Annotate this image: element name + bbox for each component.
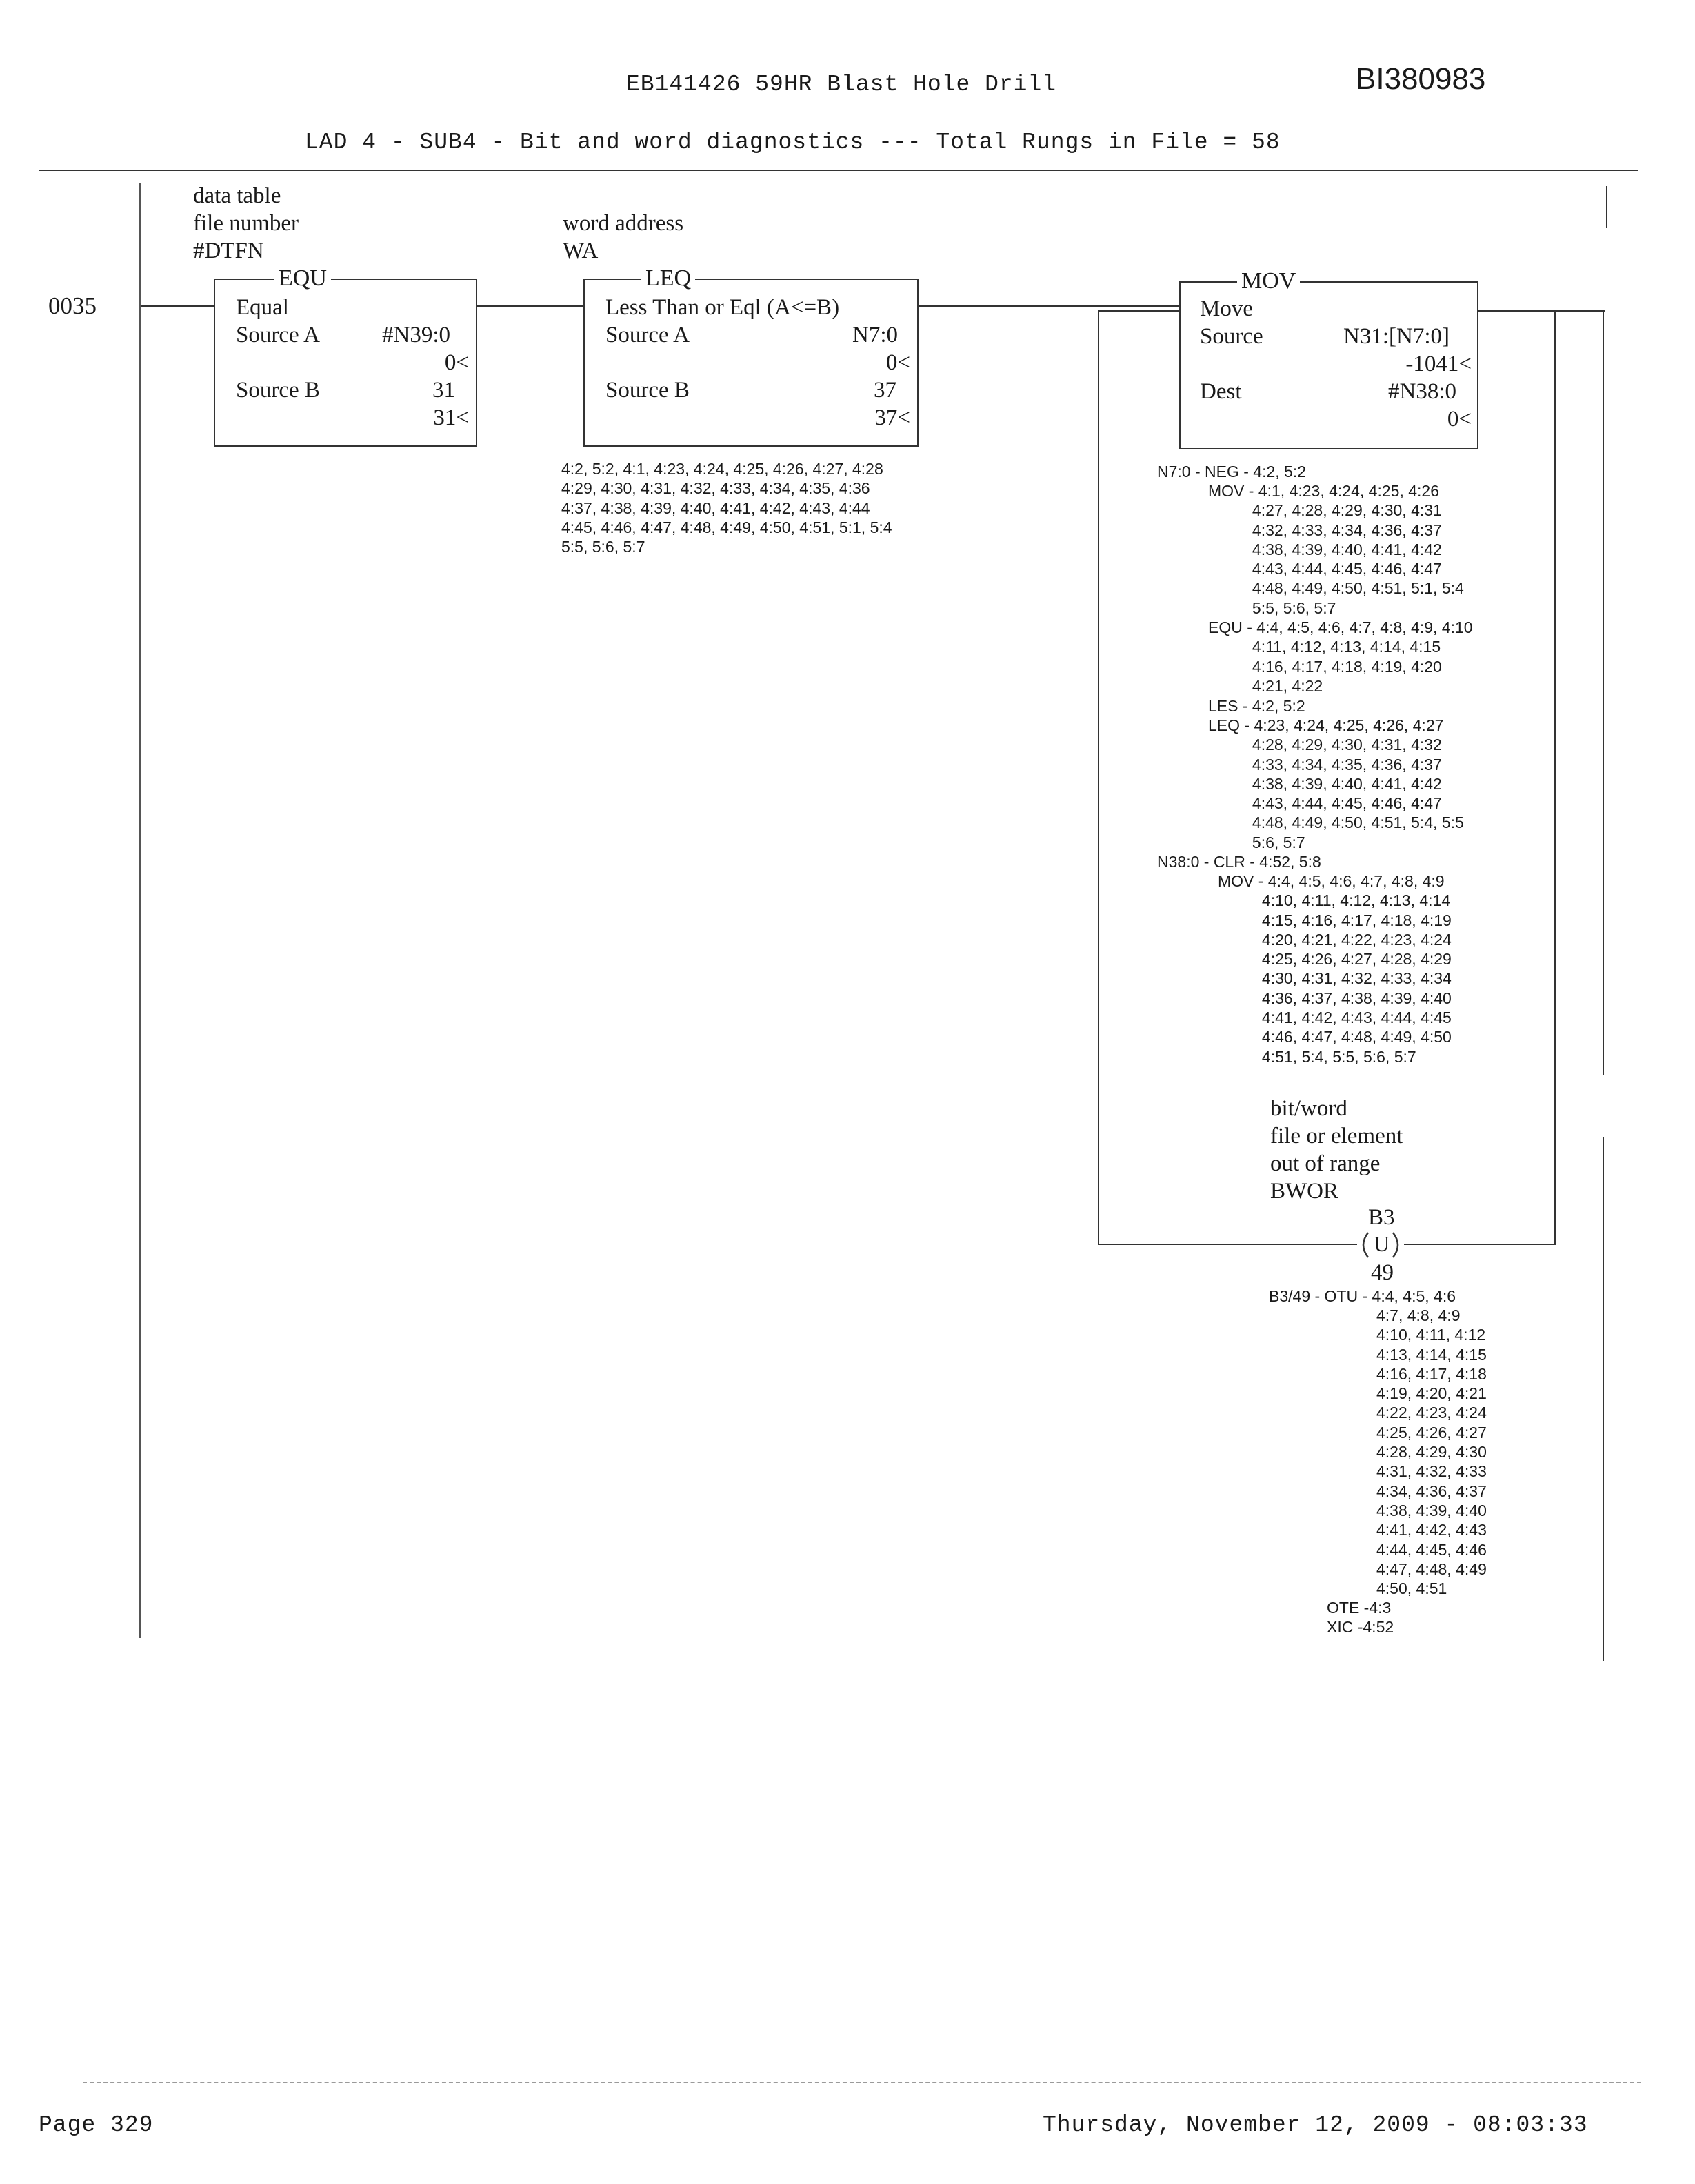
xref-b3-header: B3/49 - OTU - 4:4, 4:5, 4:6 bbox=[1269, 1287, 1456, 1305]
mov-title: MOV bbox=[1237, 269, 1300, 294]
xref-b3-otu: 4:7, 4:8, 4:9 4:10, 4:11, 4:12 4:13, 4:14, 4:15 4:16, 4:17, 4:18 4:19, 4:20, 4:21 4:22, 4:23, 4:24 4:25, 4:26, 4:27 4:28, 4:29, 4:30 4:31, 4:32, 4:33 4:34, 4:36, 4:37 4:38, 4:39, 4:40 4:41, 4:42, 4:43 4:44, 4:45, 4:46 4:47, 4:48, 4:49 4:50, 4:51 bbox=[1376, 1306, 1487, 1598]
xref-b3-ote: OTE -4:3 bbox=[1327, 1599, 1392, 1617]
otu-description-line: BWOR bbox=[1270, 1179, 1338, 1204]
equ-source-a-value: 0< bbox=[444, 350, 469, 375]
xref-n7-equ: EQU - 4:4, 4:5, 4:6, 4:7, 4:8, 4:9, 4:10 4:11, 4:12, 4:13, 4:14, 4:15 4:16, 4:17, 4:18, 4:19, 4:20 4:21, 4:22 bbox=[1208, 618, 1473, 695]
branch-top-wire bbox=[1098, 310, 1181, 312]
leq-title: LEQ bbox=[641, 266, 695, 291]
mov-dest: #N38:0 bbox=[1388, 379, 1456, 404]
leq-source-b-label: Source B bbox=[605, 378, 690, 403]
equ-description bbox=[193, 182, 299, 265]
mov-name: Move bbox=[1200, 296, 1253, 321]
otu-description-line: file or element bbox=[1270, 1124, 1403, 1149]
leq-source-a-label: Source A bbox=[605, 323, 690, 347]
otu-symbol: U bbox=[1374, 1231, 1390, 1256]
right-power-rail-lower bbox=[1603, 1138, 1604, 1661]
xref-n7-leq: LEQ - 4:23, 4:24, 4:25, 4:26, 4:27 4:28, 4:29, 4:30, 4:31, 4:32 4:33, 4:34, 4:35, 4:36, 4:37 4:38, 4:39, 4:40, 4:41, 4:42 4:43, 4:44, 4:45, 4:46, 4:47 4:48, 4:49, 4:50, 4:51, 5:4, 5:5 5:6, 5:7 bbox=[1208, 716, 1464, 851]
rung-wire-1 bbox=[141, 305, 215, 307]
otu-bit: 49 bbox=[1371, 1260, 1394, 1285]
equ-source-b: 31 bbox=[432, 378, 455, 403]
rung-wire-2 bbox=[477, 305, 585, 307]
equ-description-line: #DTFN bbox=[193, 239, 264, 263]
xref-n7-header: N7:0 - NEG - 4:2, 5:2 bbox=[1157, 463, 1307, 481]
right-power-rail-top bbox=[1606, 186, 1607, 228]
leq-description-line: word address bbox=[563, 211, 684, 236]
equ-description-line: file number bbox=[193, 211, 299, 236]
branch-left-vertical bbox=[1098, 310, 1099, 1245]
document-title: EB141426 59HR Blast Hole Drill bbox=[626, 72, 1057, 97]
mov-source-label: Source bbox=[1200, 324, 1263, 349]
otu-description-line: out of range bbox=[1270, 1151, 1381, 1176]
leq-source-b-value: 37< bbox=[874, 405, 910, 430]
equ-source-b-value: 31< bbox=[433, 405, 469, 430]
xref-n7-mov: MOV - 4:1, 4:23, 4:24, 4:25, 4:26 4:27, 4:28, 4:29, 4:30, 4:31 4:32, 4:33, 4:34, 4:36, 4:37 4:38, 4:39, 4:40, 4:41, 4:42 4:43, 4:44, 4:45, 4:46, 4:47 4:48, 4:49, 4:50, 4:51, 5:1, 5:4 5:5, 5:6, 5:7 bbox=[1208, 482, 1464, 617]
rung-wire-3 bbox=[919, 305, 1182, 307]
leq-description-line: WA bbox=[563, 239, 599, 263]
otu-description-line: bit/word bbox=[1270, 1096, 1347, 1121]
right-power-rail bbox=[1603, 310, 1604, 1075]
print-date: Thursday, November 12, 2009 - 08:03:33 bbox=[1043, 2112, 1588, 2138]
leq-cross-reference: 4:2, 5:2, 4:1, 4:23, 4:24, 4:25, 4:26, 4:27, 4:28 4:29, 4:30, 4:31, 4:32, 4:33, 4:34, 4:35, 4:36 4:37, 4:38, 4:39, 4:40, 4:41, 4:42, 4:43, 4:44 4:45, 4:46, 4:47, 4:48, 4:49, 4:50, 4:51, 5:1, 5:4 5:5, 5:6, 5:7 bbox=[561, 460, 892, 556]
mov-output-wire bbox=[1477, 310, 1605, 312]
left-power-rail bbox=[139, 183, 141, 1638]
file-subtitle: LAD 4 - SUB4 - Bit and word diagnostics --- Total Rungs in File = 58 bbox=[305, 130, 1281, 155]
leq-source-a-value: 0< bbox=[885, 350, 910, 375]
xref-n38-mov: MOV - 4:4, 4:5, 4:6, 4:7, 4:8, 4:9 4:10, 4:11, 4:12, 4:13, 4:14 4:15, 4:16, 4:17, 4:18, 4:19 4:20, 4:21, 4:22, 4:23, 4:24 4:25, 4:26, 4:27, 4:28, 4:29 4:30, 4:31, 4:32, 4:33, 4:34 4:36, 4:37, 4:38, 4:39, 4:40 4:41, 4:42, 4:43, 4:44, 4:45 4:46, 4:47, 4:48, 4:49, 4:50 4:51, 5:4, 5:5, 5:6, 5:7 bbox=[1218, 872, 1452, 1066]
leq-description bbox=[563, 210, 683, 265]
header-rule bbox=[39, 170, 1638, 171]
xref-n38-header: N38:0 - CLR - 4:52, 5:8 bbox=[1157, 853, 1321, 871]
mov-dest-label: Dest bbox=[1200, 379, 1242, 404]
equ-source-b-label: Source B bbox=[236, 378, 320, 403]
branch-bottom-wire-right bbox=[1404, 1244, 1556, 1245]
leq-name: Less Than or Eql (A<=B) bbox=[605, 295, 840, 320]
equ-source-a-label: Source A bbox=[236, 323, 320, 347]
page-number: Page 329 bbox=[39, 2112, 154, 2138]
leq-source-b: 37 bbox=[874, 378, 896, 403]
mov-source-value: -1041< bbox=[1405, 352, 1472, 376]
otu-file: B3 bbox=[1368, 1205, 1395, 1230]
document-id: BI380983 bbox=[1356, 62, 1486, 96]
branch-right-vertical bbox=[1554, 310, 1556, 1245]
xref-n7-les: LES - 4:2, 5:2 bbox=[1208, 697, 1305, 715]
rung-number: 0035 bbox=[48, 292, 97, 319]
equ-source-a: #N39:0 bbox=[382, 323, 450, 347]
otu-description bbox=[1270, 1095, 1403, 1205]
branch-bottom-wire-left bbox=[1098, 1244, 1357, 1245]
equ-description-line: data table bbox=[193, 183, 281, 208]
mov-dest-value: 0< bbox=[1447, 407, 1472, 432]
mov-source: N31:[N7:0] bbox=[1343, 324, 1450, 349]
equ-name: Equal bbox=[236, 295, 289, 320]
footer-separator bbox=[83, 2082, 1641, 2083]
xref-b3-xic: XIC -4:52 bbox=[1327, 1618, 1394, 1636]
leq-source-a: N7:0 bbox=[852, 323, 898, 347]
equ-title: EQU bbox=[274, 266, 331, 291]
